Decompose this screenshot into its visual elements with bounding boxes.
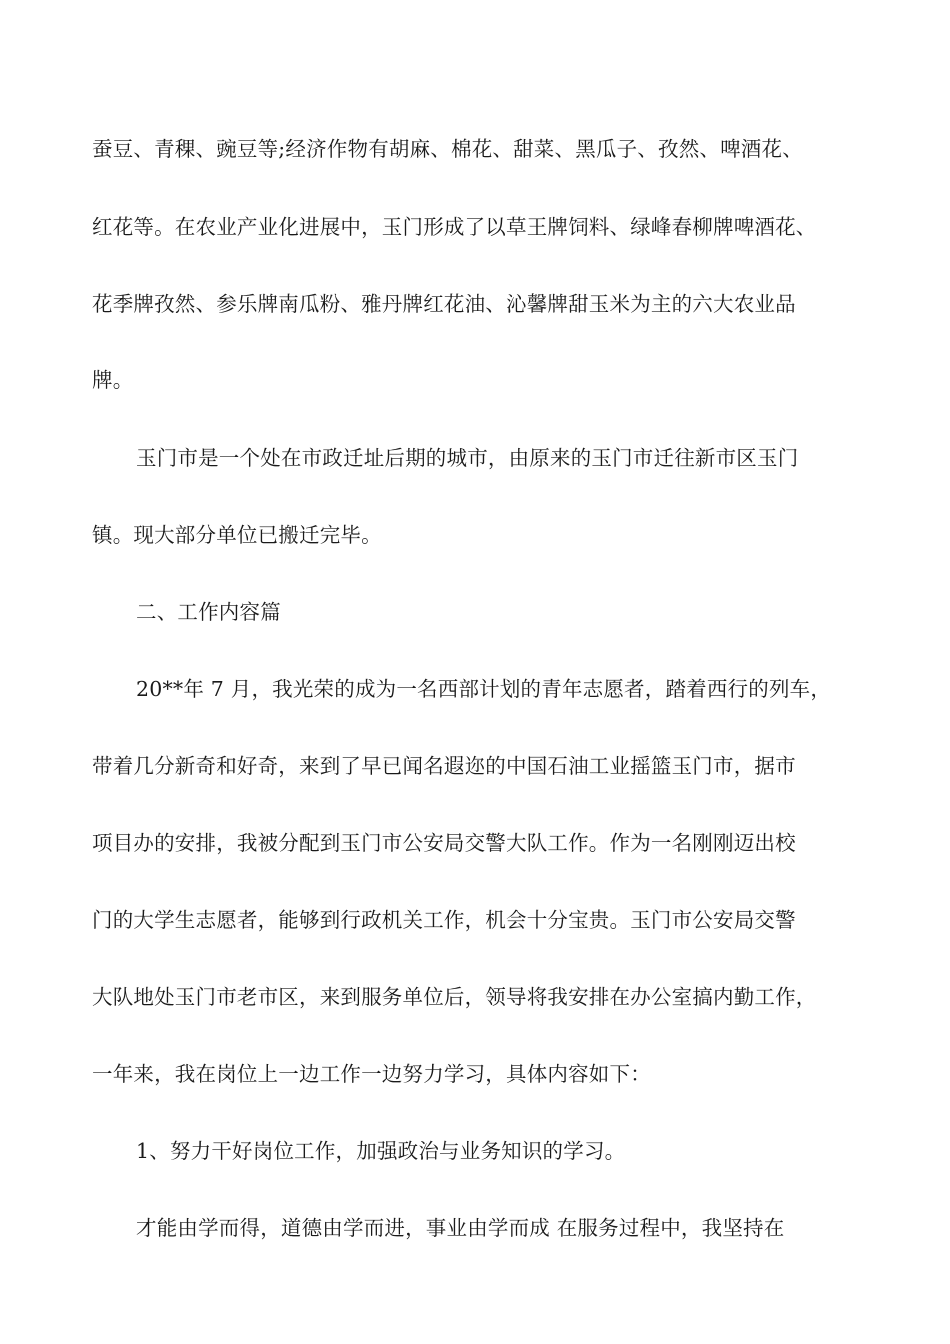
paragraph-line: 才能由学而得，道德由学而进，事业由学而成 在服务过程中，我坚持在 [136,1216,785,1240]
paragraph-line: 玉门市是一个处在市政迁址后期的城市，由原来的玉门市迁往新市区玉门 [136,446,799,470]
paragraph-line: 项目办的安排，我被分配到玉门市公安局交警大队工作。作为一名刚刚迈出校 [92,831,796,855]
paragraph-line: 牌。 [92,368,134,392]
paragraph-line: 大队地处玉门市老市区，来到服务单位后，领导将我安排在办公室搞内勤工作， [92,985,817,1009]
paragraph-line: 一年来，我在岗位上一边工作一边努力学习，具体内容如下： [92,1062,651,1086]
subsection-heading: 1、努力干好岗位工作，加强政治与业务知识的学习。 [136,1139,626,1163]
paragraph-line: 门的大学生志愿者，能够到行政机关工作，机会十分宝贵。玉门市公安局交警 [92,908,796,932]
paragraph-line: 镇。现大部分单位已搬迁完毕。 [92,523,382,547]
paragraph-line: 花季牌孜然、参乐牌南瓜粉、雅丹牌红花油、沁馨牌甜玉米为主的六大农业品 [92,292,796,316]
section-heading: 二、工作内容篇 [136,600,281,624]
paragraph-line: 带着几分新奇和好奇，来到了早已闻名遐迩的中国石油工业摇篮玉门市，据市 [92,754,796,778]
paragraph-line: 红花等。在农业产业化进展中，玉门形成了以草王牌饲料、绿峰春柳牌啤酒花、 [92,215,817,239]
paragraph-line: 20**年 7 月，我光荣的成为一名西部计划的青年志愿者，踏着西行的列车， [136,677,832,701]
paragraph-line: 蚕豆、青稞、豌豆等;经济作物有胡麻、棉花、甜菜、黑瓜子、孜然、啤酒花、 [92,137,803,161]
